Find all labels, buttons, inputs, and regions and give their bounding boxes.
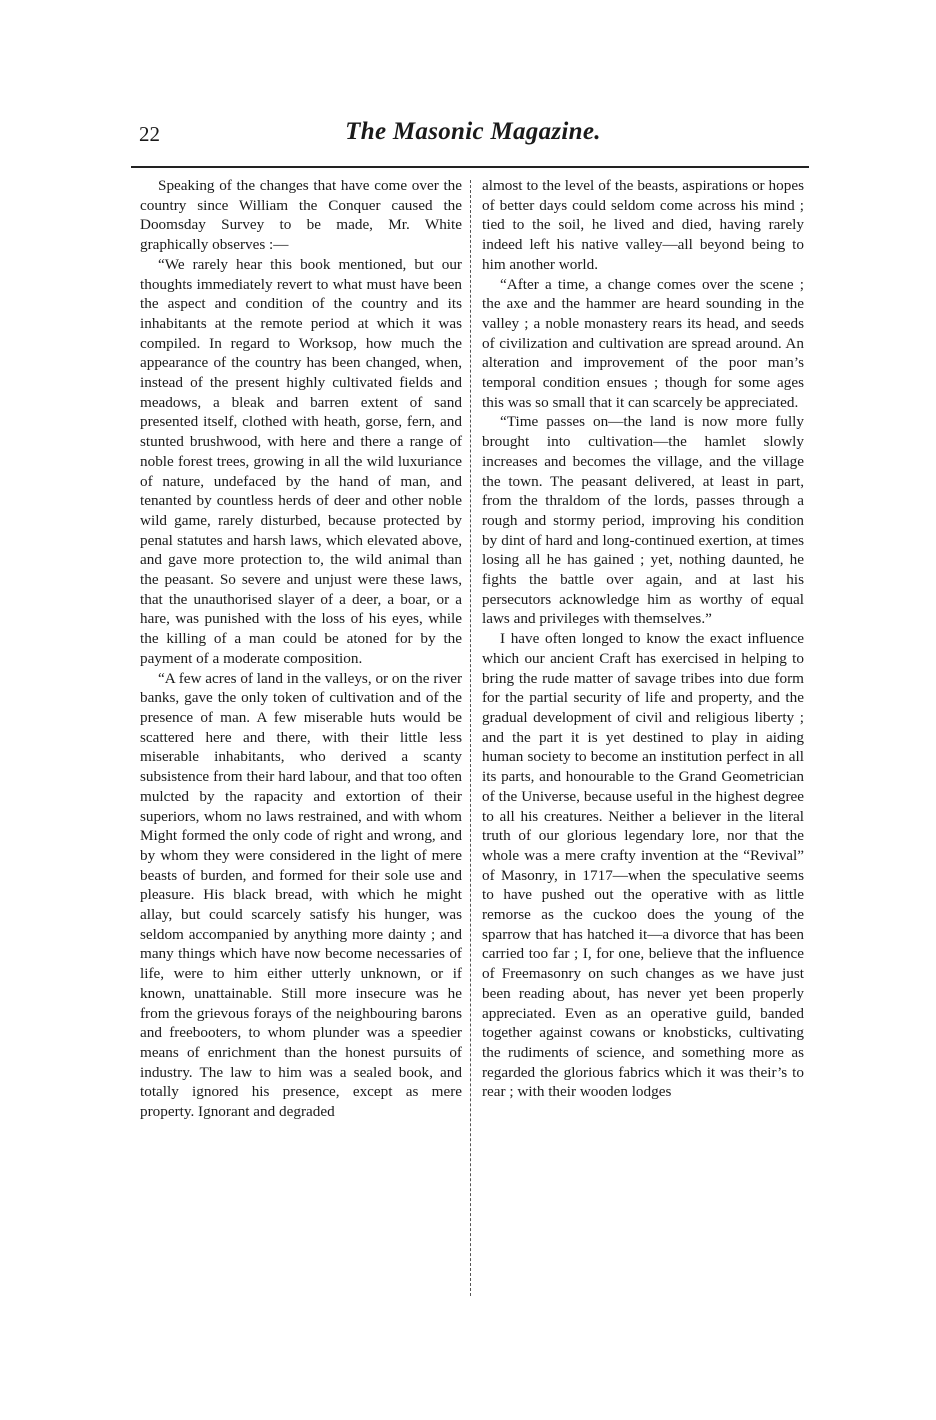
left-column [140, 176, 462, 1122]
paragraph: I have often longed to know the exact influence which our ancient Craft has exercised in helping to bring the rude matter of savage tribes into due form for the partial security of life and property, and the gradual development of civil and religious liberty ; and the part it is yet destined to play in aiding human society to become an institution perfect in all its parts, and honourable to the Grand Geometrician of the Universe, because useful in the highest degree to all his creatures. Neither a believer in the literal truth of our glorious legendary lore, nor that the whole was a mere crafty invention at the “Revival” of Masonry, in 1717—when the speculative seems to have pushed out the operative with as little remorse as the cuckoo does the young of the sparrow that has hatched it—a divorce that has been carried too far ; I, for one, believe that the influence of Freemasonry on such changes as we have just been reading about, has never yet been properly appreciated. Even as an operative guild, banded together against cowans or knobsticks, cultivating the rudiments of science, and something more as regarded the glorious fabrics which it was their’s to rear ; with their wooden lodges [482, 630, 804, 1101]
running-title: The Masonic Magazine. [345, 118, 601, 145]
paragraph: “Time passes on—the land is now more fully brought into cultivation—the hamlet slowly increases and becomes the village, and the village the town. The peasant delivered, at least in part, from the thraldom of the lords, passes through a rough and stormy period, improving his condition by dint of hard and long-continued exertion, at times losing all he has gained ; yet, nothing daunted, he fights the battle over again, and at last his persecutors acknowledge him as worthy of equal laws and privileges with themselves.” [482, 413, 804, 628]
column-divider [470, 180, 471, 1296]
header-rule [131, 166, 809, 168]
paragraph: “After a time, a change comes over the scene ; the axe and the hammer are heard sounding in the valley ; a noble monastery rears its head, and seeds of civilization and cultivation are spread around. An alteration and improvement of the poor man’s temporal condition ensues ; though for some ages this was so small that it can scarcely be appreciated. [482, 275, 804, 411]
paragraph: “We rarely hear this book mentioned, but our thoughts immediately revert to what must have been the aspect and condition of the country and its inhabitants at the remote period at which it was compiled. In regard to Worksop, how much the appearance of the country has been changed, when, instead of the present highly cultivated fields and meadows, a bleak and barren extent of sand presented itself, clothed with heath, gorse, fern, and stunted brushwood, with here and there a range of noble forest trees, growing in all the wild luxuriance of nature, undefaced by the hand of man, and tenanted by countless herds of deer and other noble wild game, rarely disturbed, because protected by penal statutes and harsh laws, which elevated above, and gave more protection to, the wild animal than the peasant. So severe and unjust were these laws, that the unauthorised slayer of a deer, a boar, or a hare, was punished with the loss of his eyes, while the killing of a man could be atoned for by the payment of a moderate composition. [140, 255, 462, 667]
page-number: 22 [139, 122, 160, 146]
page-header [137, 118, 809, 158]
paragraph: Speaking of the changes that have come over the country since William the Conquer caused the Doomsday Survey to be made, Mr. White graphically observes :— [140, 177, 462, 254]
paragraph: “A few acres of land in the valleys, or on the river banks, gave the only token of cultivation and of the presence of man. A few miserable huts would be scattered here and there, with their little less miserable inhabitants, who derived a scanty subsistence from their hard labour, and that too often mulcted by the rapacity and extortion of their superiors, whom no laws restrained, and with whom Might formed the only code of right and wrong, and by whom they were considered in the light of mere beasts of burden, and formed for their sole use and pleasure. His black bread, with which he might allay, but could scarcely satisfy his hunger, was seldom accompanied by anything more dainty ; and many things which have now become necessaries of life, were to him either utterly unknown, or if known, unattainable. Still more insecure was he from the grievous forays of the neighbouring barons and freebooters, to whom plunder was a speedier means of enrichment than the honest pursuits of industry. The law to him was a sealed book, and totally ignored his presence, except as mere property. Ignorant and degraded [140, 669, 462, 1121]
right-column [482, 176, 804, 1102]
paragraph: almost to the level of the beasts, aspirations or hopes of better days could seldom come across his mind ; tied to the soil, he lived and died, having rarely indeed left his native valley—all beyond being to him another world. [482, 177, 804, 273]
